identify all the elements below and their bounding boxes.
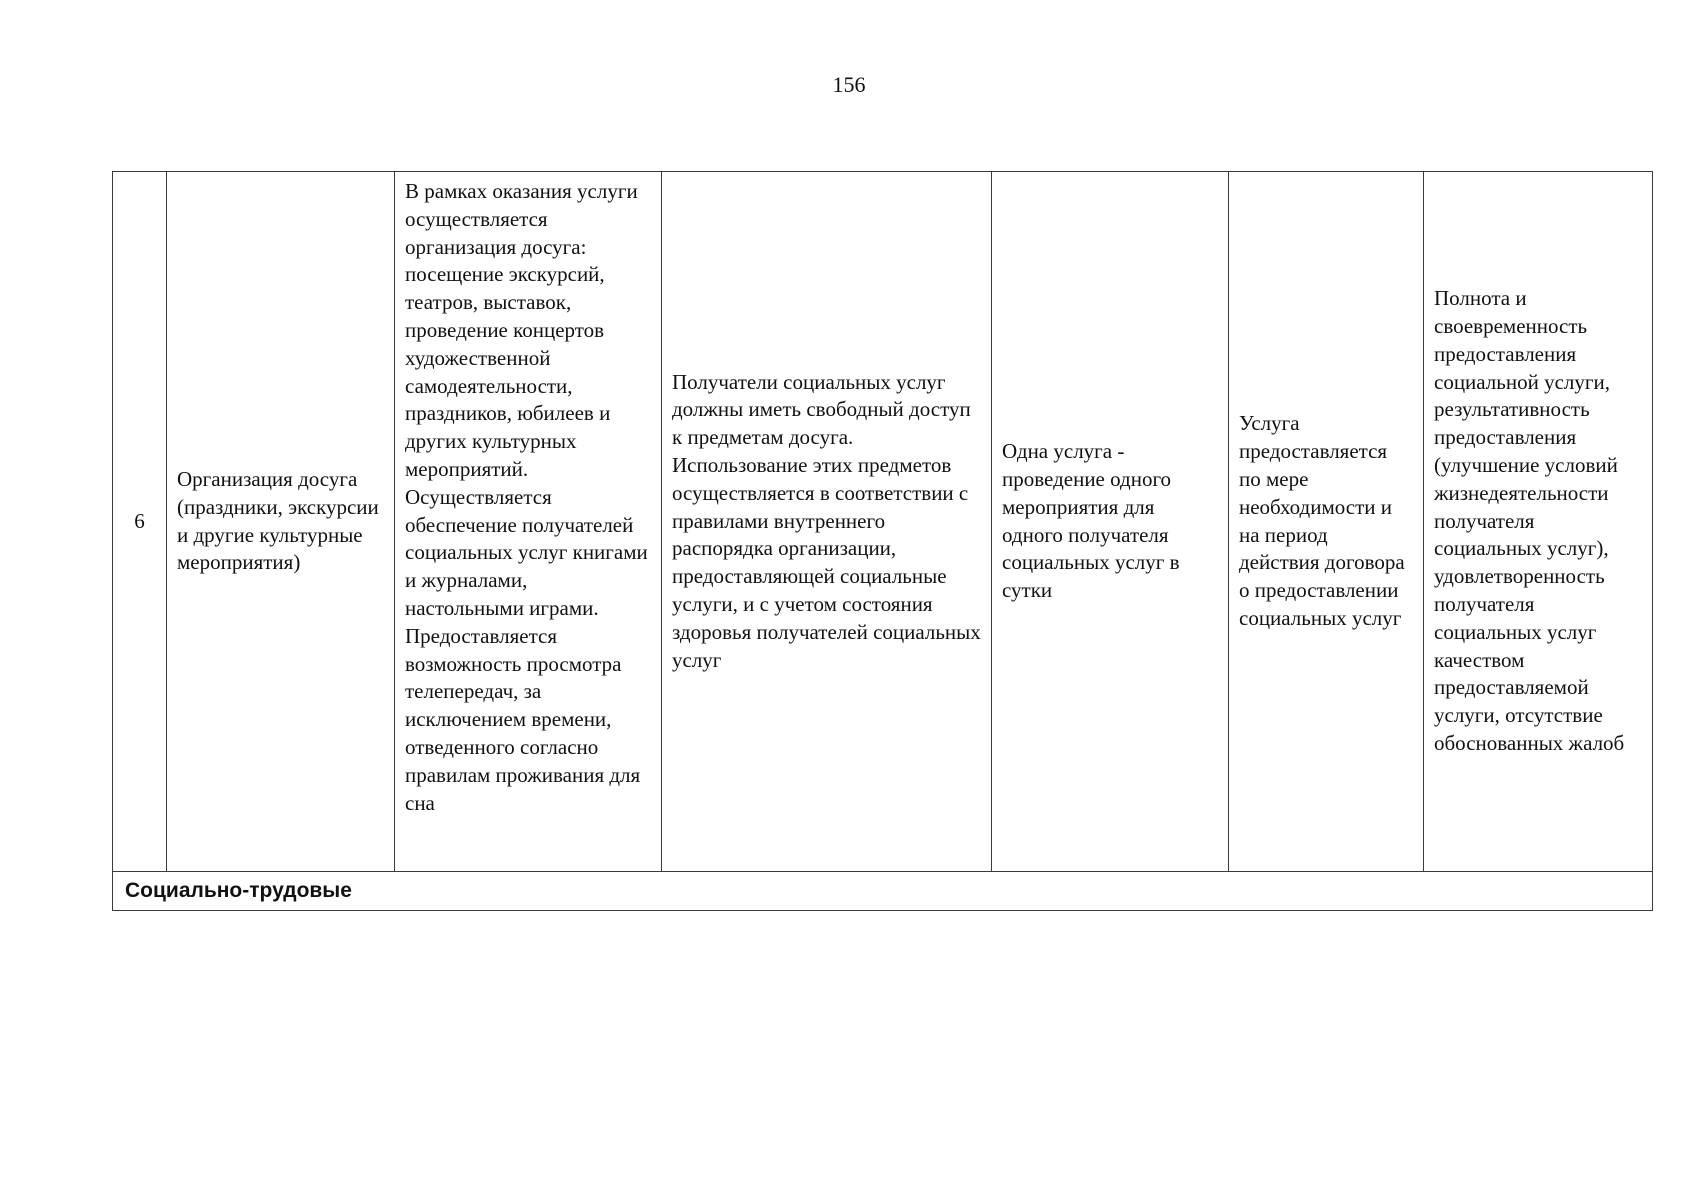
section-heading: Социально-трудовые <box>113 872 1653 911</box>
service-term: Услуга предоставляется по мере необходимости и на период действия договора о предоставлении социальных услуг <box>1239 411 1405 630</box>
service-volume: Одна услуга - проведение одного мероприятия для одного получателя социальных услуг в сутки <box>1002 439 1180 603</box>
service-term-cell <box>1229 172 1424 872</box>
service-quality: Полнота и своевременность предоставления социальной услуги, результативность предоставления (улучшение условий жизнедеятельности получателя социальных услуг), удовлетворенность получателя социальных услуг качеством предоставляемой услуги, отсутствие обоснованных жалоб <box>1434 286 1625 755</box>
service-conditions-cell <box>662 172 992 872</box>
row-number-cell <box>113 172 167 872</box>
service-quality-cell <box>1424 172 1653 872</box>
service-conditions: Получатели социальных услуг должны иметь свободный доступ к предметам досуга. Использование этих предметов осуществляется в соответствии с правилами внутреннего распорядка организации, предоставляющей социальные услуги, и с учетом состояния здоровья получателей социальных услуг <box>672 369 981 672</box>
service-name: Организация досуга (праздники, экскурсии и другие культурные мероприятия) <box>177 466 379 575</box>
service-name-cell <box>167 172 395 872</box>
service-volume-cell <box>992 172 1229 872</box>
page-number: 156 <box>832 72 866 97</box>
service-description: В рамках оказания услуги осуществляется организация досуга: посещение экскурсий, театров, выставок, проведение концертов художественной самодеятельности, праздников, юбилеев и других культурных мероприятий. Осуществляется обеспечение получателей социальных услуг книгами и журналами, настольными играми. Предоставляется возможность просмотра телепередач, за исключением времени, отведенного согласно правилам проживания для сна <box>405 179 648 815</box>
row-number: 6 <box>134 508 145 533</box>
service-description-cell <box>395 172 662 872</box>
services-table <box>112 171 1653 911</box>
section-row <box>113 872 1653 911</box>
table-row <box>113 172 1653 872</box>
